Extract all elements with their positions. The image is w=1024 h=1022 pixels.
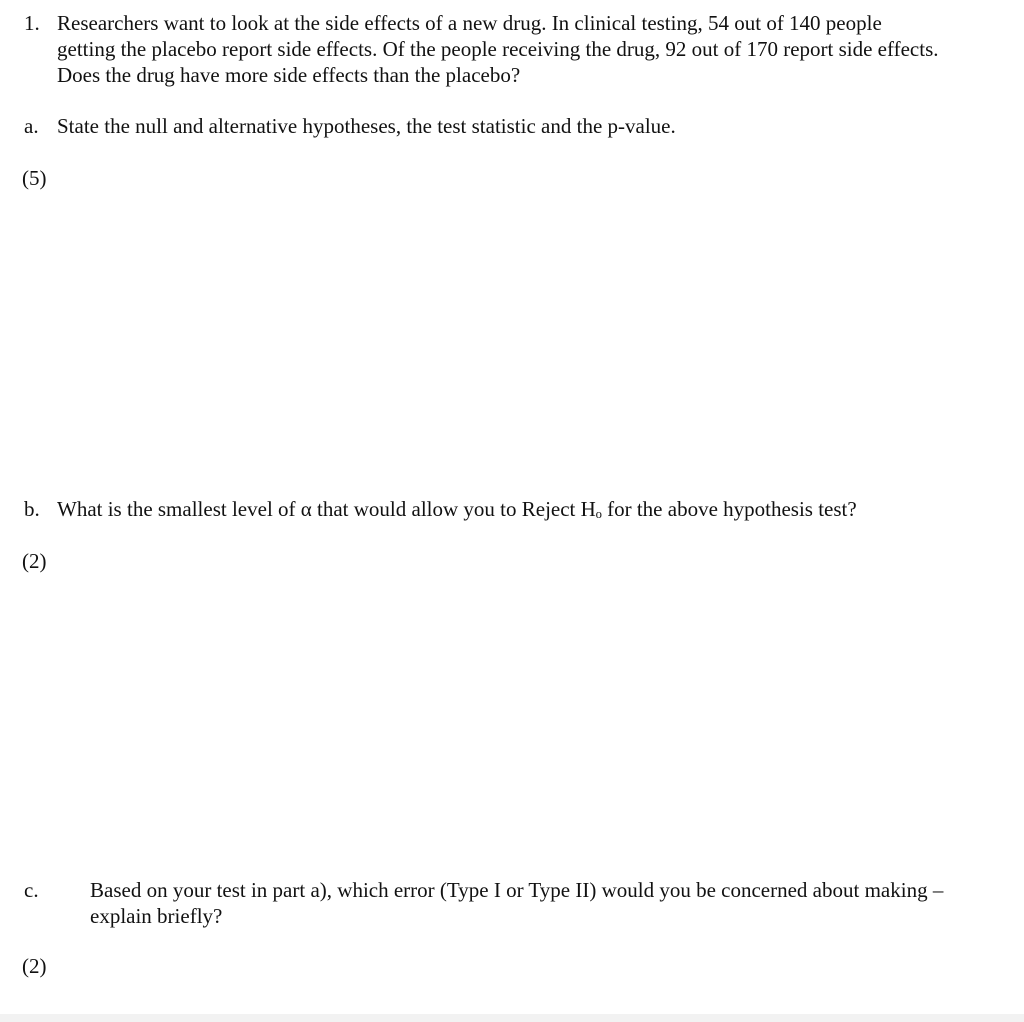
part-b-text: What is the smallest level of α that would allow you to Reject Hₒ for the above hypothesis test? — [57, 497, 857, 521]
part-c-points: (2) — [22, 954, 47, 978]
part-c-line-2: explain briefly? — [90, 904, 223, 928]
part-a-label: a. — [24, 114, 39, 138]
part-b-points: (2) — [22, 549, 47, 573]
question-1-line-1: Researchers want to look at the side effects of a new drug. In clinical testing, 54 out of 140 people — [57, 11, 882, 35]
part-c-line-1: Based on your test in part a), which error (Type I or Type II) would you be concerned about making – — [90, 878, 944, 902]
part-a-points: (5) — [22, 166, 47, 190]
part-b-label: b. — [24, 497, 40, 521]
part-c-label: c. — [24, 878, 39, 902]
page-bottom-edge — [0, 1014, 1024, 1022]
question-1-number: 1. — [24, 11, 40, 35]
question-1-line-3: Does the drug have more side effects than the placebo? — [57, 63, 521, 87]
part-a-text: State the null and alternative hypotheses, the test statistic and the p-value. — [57, 114, 676, 138]
question-1-line-2: getting the placebo report side effects. Of the people receiving the drug, 92 out of 170 report side effects. — [57, 37, 939, 61]
